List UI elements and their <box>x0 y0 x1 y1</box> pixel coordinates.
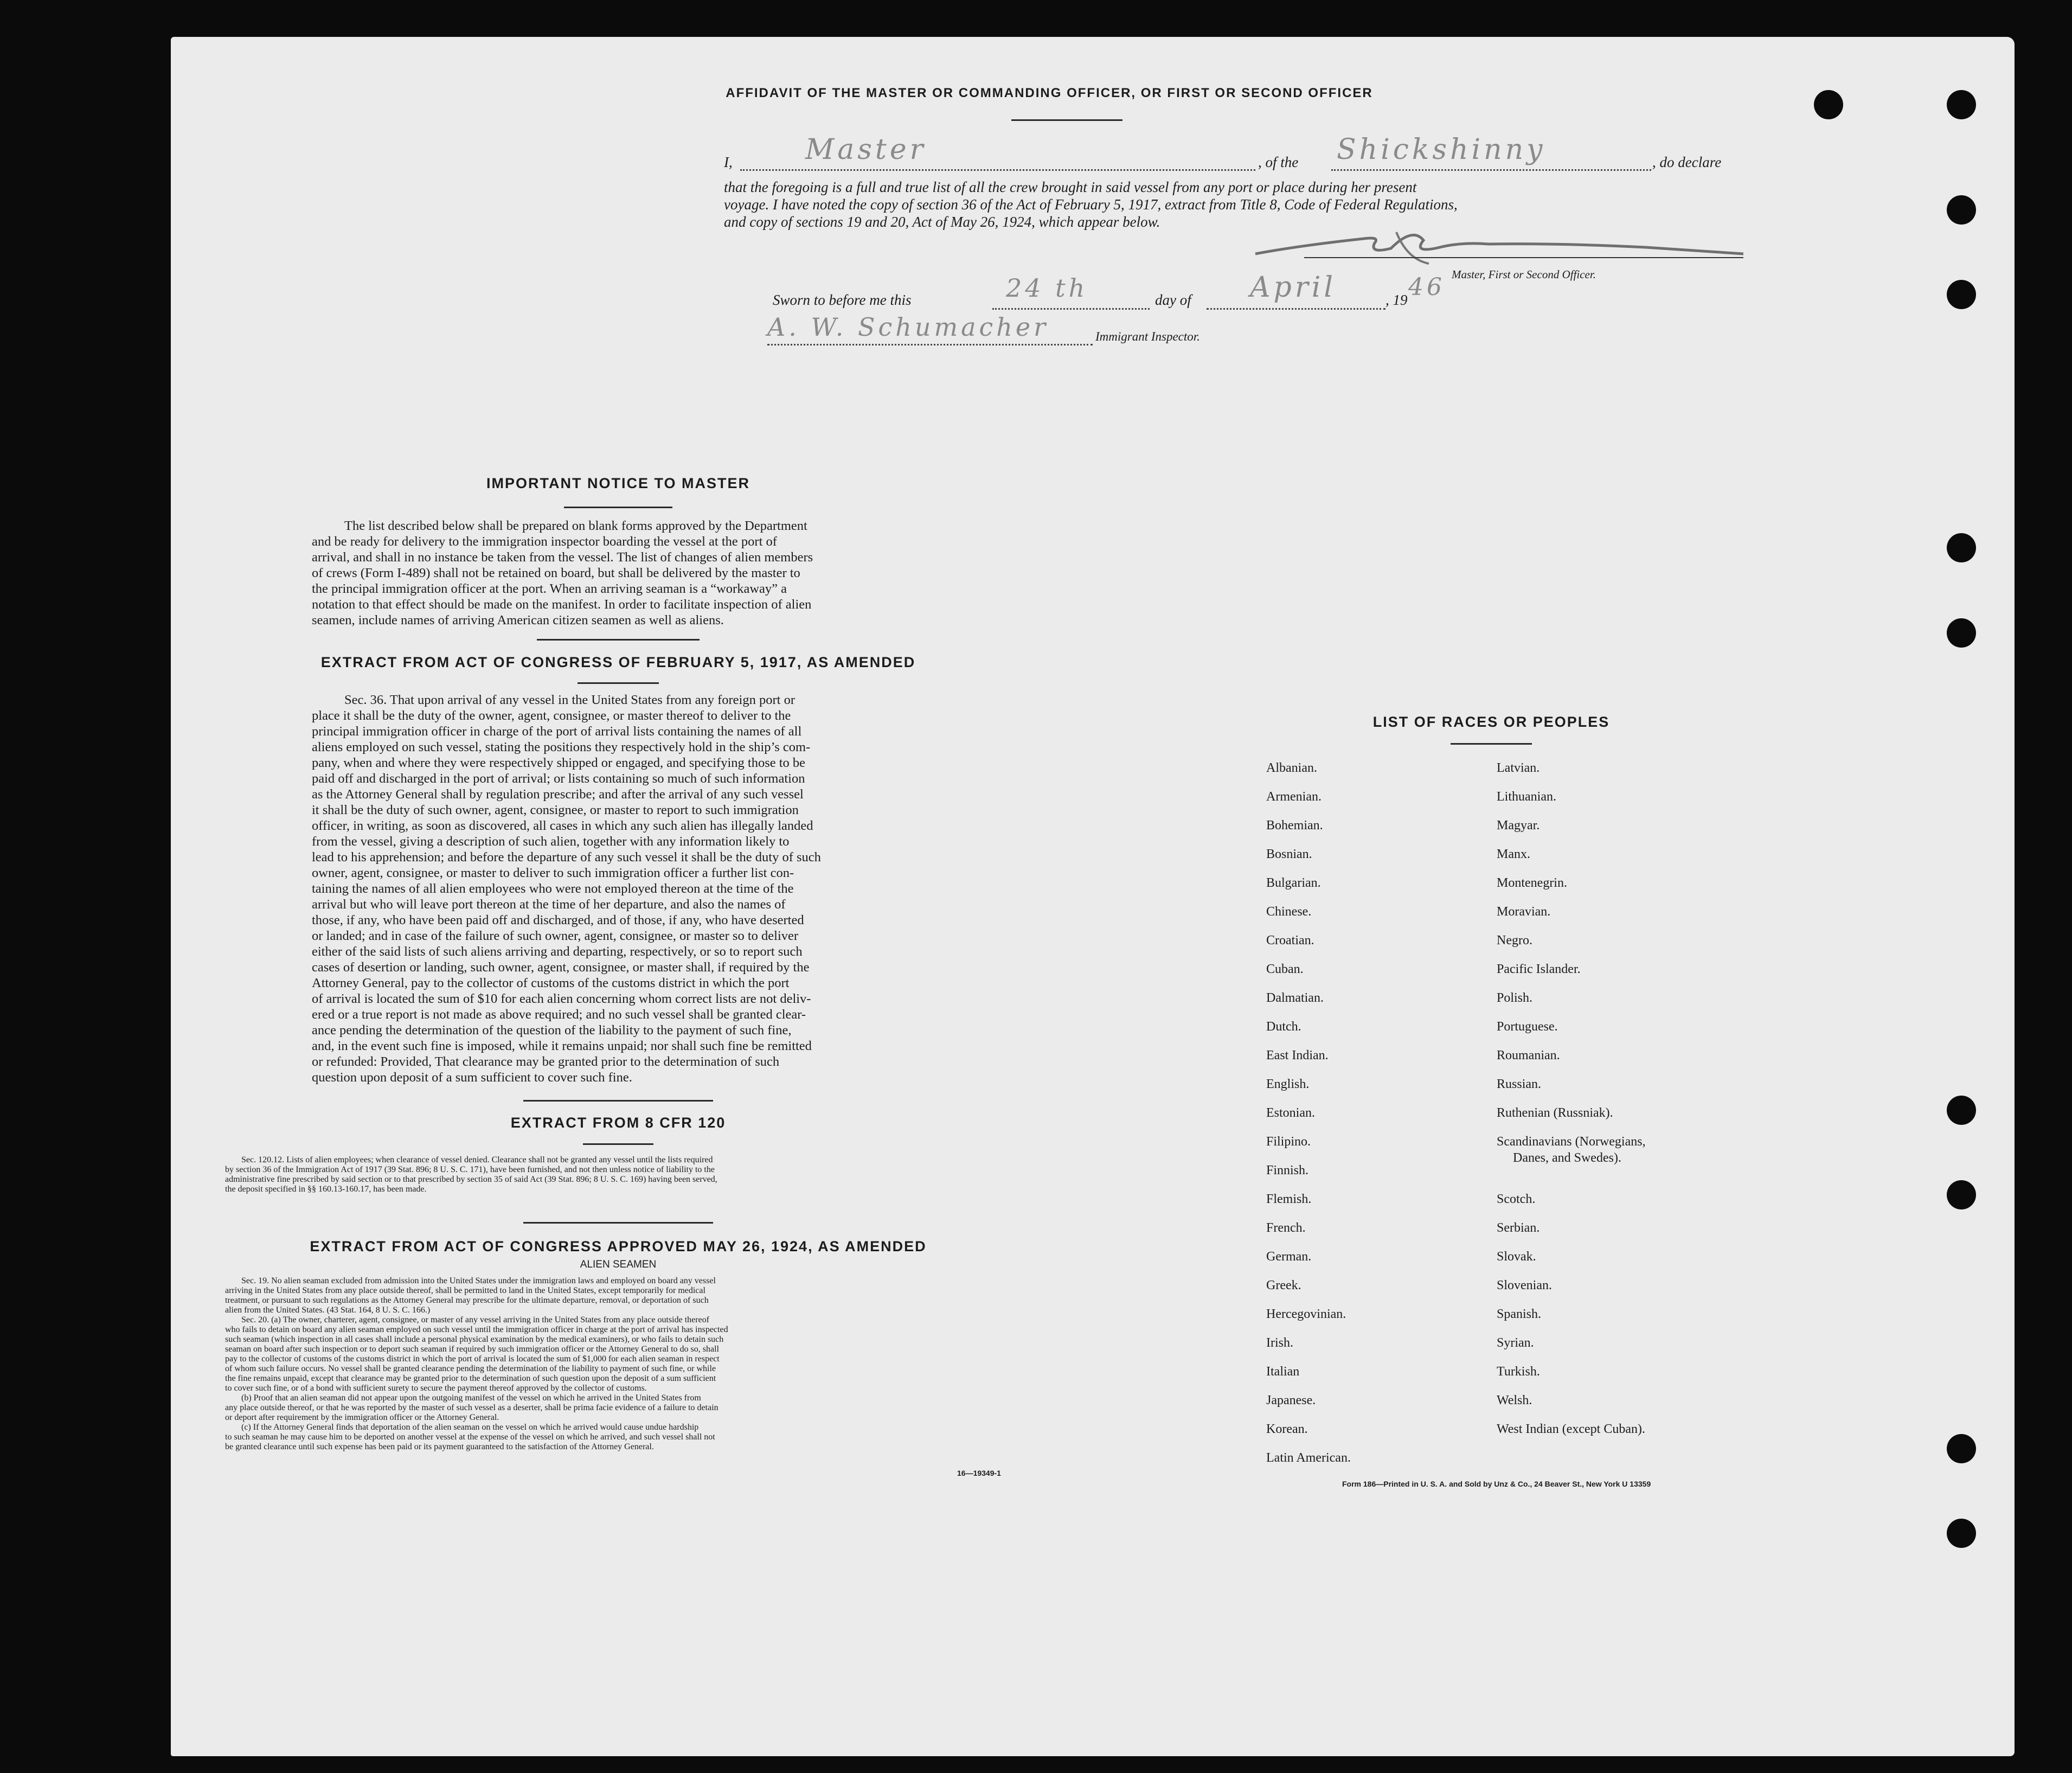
race-item: Dutch. <box>1266 1020 1301 1034</box>
race-item: Chinese. <box>1266 905 1312 919</box>
officer-handwritten: Master <box>805 133 927 166</box>
race-item: Irish. <box>1266 1336 1293 1350</box>
sec36-line: ered or a true report is not made as above required; and no such vessel shall be granted clear- <box>312 1007 806 1022</box>
day-blank <box>992 308 1150 310</box>
cfr-line: Sec. 120.12. Lists of alien employees; when clearance of vessel denied. Clearance shall not be granted any vessel until the lists required <box>241 1155 713 1164</box>
vessel-blank <box>1331 169 1651 171</box>
cfr-line: the deposit specified in §§ 160.13-160.17, has been made. <box>225 1185 427 1194</box>
extract-cfr-body <box>225 1155 1011 1194</box>
affidavit-title: AFFIDAVIT OF THE MASTER OR COMMANDING OFFICER, OR FIRST OR SECOND OFFICER <box>726 86 1373 100</box>
sec36-line: ance pending the determination of the question of the liability to the payment of such fine, <box>312 1023 792 1038</box>
notice-line: arrival, and shall in no instance be taken from the vessel. The list of changes of alien members <box>312 550 813 565</box>
race-item: Japanese. <box>1266 1393 1316 1407</box>
sec36-line: cases of desertion or landing, such owner, agent, consignee, or master shall, if required by the <box>312 960 810 975</box>
race-item: Syrian. <box>1497 1336 1534 1350</box>
race-item: Latvian. <box>1497 761 1540 775</box>
races-title: LIST OF RACES OR PEOPLES <box>1372 714 1610 730</box>
race-item: Latin American. <box>1266 1451 1351 1465</box>
sec36-line: arrival but who will leave port thereon at the time of her departure, and also the names of <box>312 897 786 912</box>
signer-caption: Master, First or Second Officer. <box>1452 268 1596 281</box>
race-item: Dalmatian. <box>1266 991 1324 1005</box>
sec20-line: the fine remains unpaid, except that clearance may be granted prior to the determination of such question upon the deposit of a sum sufficient <box>225 1374 716 1383</box>
notice-body <box>312 518 925 628</box>
punch-hole <box>1947 1180 1976 1209</box>
race-item: Finnish. <box>1266 1163 1309 1177</box>
race-item: Turkish. <box>1497 1365 1540 1379</box>
sec36-line: owner, agent, consignee, or master to deliver to such immigration officer a further list con- <box>312 866 794 880</box>
form-footer: Form 186—Printed in U. S. A. and Sold by Unz & Co., 24 Beaver St., New York U 13359 <box>1342 1480 1651 1488</box>
sec36-line: question upon deposit of a sum sufficient to cover such fine. <box>312 1070 632 1085</box>
race-item: Serbian. <box>1497 1221 1540 1235</box>
race-item: Albanian. <box>1266 761 1317 775</box>
sec19-line: treatment, or pursuant to such regulations as the Attorney General may prescribe for the ultimate departure, removal, or deportation of such <box>225 1296 709 1305</box>
notice-rule <box>564 507 672 508</box>
sec36-line: as the Attorney General shall by regulation prescribe; and after the arrival of any such vessel <box>312 787 804 802</box>
punch-hole <box>1947 90 1976 119</box>
race-item: Croatian. <box>1266 933 1314 948</box>
inspector-blank <box>767 344 1093 345</box>
race-item: Roumanian. <box>1497 1048 1560 1062</box>
sec36-line: those, if any, who have been paid off and discharged, and of those, if any, who have deserted <box>312 913 804 927</box>
extract-1924-subtitle: ALIEN SEAMEN <box>580 1259 657 1270</box>
race-item: Portuguese. <box>1497 1020 1558 1034</box>
extract-cfr-rule <box>583 1143 653 1145</box>
sworn-text: Sworn to before me this <box>773 292 912 308</box>
sec20-line: such seaman (which inspection in all cases shall include a personal physical examination by the medical examiners), or who fails to detain such <box>225 1335 724 1344</box>
sec36-line: place it shall be the duty of the owner, agent, consignee, or master thereof to deliver to the <box>312 708 791 723</box>
declaration-line-4: and copy of sections 19 and 20, Act of May 26, 1924, which appear below. <box>724 214 1160 230</box>
race-item: Hercegovinian. <box>1266 1307 1346 1321</box>
inspector-handwritten: A. W. Schumacher <box>767 312 1049 342</box>
year-prefix: , 19 <box>1385 292 1408 308</box>
race-item: French. <box>1266 1221 1306 1235</box>
race-item: Cuban. <box>1266 962 1304 976</box>
sec19-line: alien from the United States. (43 Stat. 164, 8 U. S. C. 166.) <box>225 1305 431 1315</box>
extract-1917-body <box>312 692 925 1085</box>
notice-line: The list described below shall be prepared on blank forms approved by the Department <box>344 519 807 533</box>
race-item: Magyar. <box>1497 818 1540 833</box>
race-item: West Indian (except Cuban). <box>1497 1422 1645 1436</box>
race-item: Negro. <box>1497 933 1532 948</box>
sec36-line: either of the said lists of such aliens arriving and departing, respectively, or so to report such <box>312 944 803 959</box>
notice-line: seamen, include names of arriving American citizen seamen as well as aliens. <box>312 613 724 628</box>
notice-line: and be ready for delivery to the immigration inspector boarding the vessel at the port of <box>312 534 777 549</box>
year-handwritten: 46 <box>1408 273 1445 301</box>
punch-hole <box>1947 618 1976 648</box>
sec20-line: who fails to detain on board any alien seaman employed on such vessel until the immigration officer in charge at the port of arrival has inspected <box>225 1325 728 1334</box>
declaration-lead: I, <box>724 154 733 170</box>
punch-hole <box>1947 533 1976 562</box>
race-item: German. <box>1266 1250 1312 1264</box>
race-item: Montenegrin. <box>1497 876 1567 890</box>
extract-1924-title: EXTRACT FROM ACT OF CONGRESS APPROVED MAY 26, 1924, AS AMENDED <box>310 1238 927 1254</box>
race-item: Spanish. <box>1497 1307 1542 1321</box>
sec20-line: (b) Proof that an alien seaman did not appear upon the outgoing manifest of the vessel on which he arrived in the United States from <box>241 1393 701 1403</box>
sec36-line: it shall be the duty of such owner, agent, consignee, or master to report to such immigration <box>312 803 799 817</box>
sec20-line: seaman on board after such inspection or to deport such seaman if required by such immigration officer or the Attorney General to do so, shall <box>225 1345 719 1354</box>
sworn-line <box>773 284 1478 317</box>
sec36-line: taining the names of all alien employees who were not employed thereon at the time of the <box>312 881 794 896</box>
punch-hole <box>1947 195 1976 225</box>
punch-hole <box>1947 1434 1976 1463</box>
inspector-caption: Immigrant Inspector. <box>1095 330 1200 343</box>
of-the-text: , of the <box>1258 154 1299 170</box>
race-item: Greek. <box>1266 1278 1301 1292</box>
sec20-line: Sec. 20. (a) The owner, charterer, agent, consignee, or master of any vessel arriving in the United States from any place outside thereof <box>241 1315 709 1324</box>
race-item: Welsh. <box>1497 1393 1532 1407</box>
signature-line <box>1304 257 1743 258</box>
extract-1924-body <box>225 1276 1011 1452</box>
race-item: Korean. <box>1266 1422 1308 1436</box>
race-item: Moravian. <box>1497 905 1551 919</box>
race-item: Scandinavians (Norwegians, <box>1497 1135 1646 1149</box>
day-handwritten: 24 th <box>1006 273 1088 303</box>
race-item: Slovak. <box>1497 1250 1536 1264</box>
race-item: Bohemian. <box>1266 818 1323 833</box>
sec20-line: of whom such failure occurs. No vessel shall be granted clearance pending the determination of the liability to payment of such fine, or while <box>225 1364 716 1373</box>
form-code: 16—19349-1 <box>957 1469 1001 1477</box>
declaration-line-3: voyage. I have noted the copy of section 36 of the Act of February 5, 1917, extract from Title 8, Code of Federal Regulations, <box>724 196 1458 213</box>
notice-line: of crews (Form I-489) shall not be retained on board, but shall be delivered by the master to <box>312 566 800 580</box>
race-item: Manx. <box>1497 847 1530 861</box>
officer-blank <box>740 169 1255 171</box>
races-rule <box>1451 743 1532 745</box>
race-item: Scotch. <box>1497 1192 1536 1206</box>
race-item: Pacific Islander. <box>1497 962 1581 976</box>
race-item: Armenian. <box>1266 790 1322 804</box>
sec36-line: Attorney General, pay to the collector of customs of the customs district in which the port <box>312 976 790 990</box>
sec20-line: any place outside thereof, or that he was reported by the master of such vessel as a deserter, shall be prima facie evidence of a failure to detain <box>225 1403 719 1412</box>
declaration-line-2: that the foregoing is a full and true list of all the crew brought in said vessel from any port or place during her present <box>724 179 1417 195</box>
race-item: Flemish. <box>1266 1192 1312 1206</box>
sec36-line: or landed; and in case of the failure of such owner, agent, consignee, or master so to deliver <box>312 929 799 943</box>
race-item: Lithuanian. <box>1497 790 1556 804</box>
sec20-line: to cover such fine, or of a bond with sufficient surety to secure the payment thereof approved by the collector of customs. <box>225 1384 647 1393</box>
sec36-line: of arrival is located the sum of $10 for each alien concerning whom correct lists are not deliv- <box>312 991 811 1006</box>
extract-1917-rule <box>578 682 659 684</box>
sec20-line: be granted clearance until such expense has been paid or its payment guaranteed to the satisfaction of the Attorney General. <box>225 1442 654 1451</box>
punch-hole <box>1814 90 1843 119</box>
punch-hole <box>1947 280 1976 309</box>
notice-end-rule <box>537 639 700 641</box>
cfr-line: administrative fine prescribed by said section or to that prescribed by section 35 of said Act (39 Stat. 896; 8 U. S. C. 169) having been served, <box>225 1175 717 1184</box>
title-rule <box>1011 119 1122 121</box>
race-item: Estonian. <box>1266 1106 1315 1120</box>
sec36-line: aliens employed on such vessel, stating the positions they respectively hold in the ship’s com- <box>312 740 811 754</box>
sec36-line: or refunded: Provided, That clearance may be granted prior to the determination of such <box>312 1054 780 1069</box>
sec20-line: to such seaman he may cause him to be deported on another vessel at the expense of the vessel on which he arrived, and such vessel shall not <box>225 1432 715 1442</box>
month-handwritten: April <box>1250 271 1336 304</box>
month-blank <box>1207 308 1385 310</box>
punch-hole <box>1947 1096 1976 1125</box>
race-item: East Indian. <box>1266 1048 1329 1062</box>
race-item: Slovenian. <box>1497 1278 1552 1292</box>
punch-hole <box>1947 1519 1976 1548</box>
sec19-line: Sec. 19. No alien seaman excluded from admission into the United States under the immigration laws and employed on board any vessel <box>241 1276 716 1285</box>
day-of-text: day of <box>1155 292 1191 308</box>
notice-line: the principal immigration officer at the port. When an arriving seaman is a “workaway” a <box>312 581 787 596</box>
extract-1917-end-rule <box>523 1100 713 1102</box>
sec20-line: (c) If the Attorney General finds that deportation of the alien seaman on the vessel on which he arrived would cause undue hardship <box>241 1423 699 1432</box>
sec36-line: Sec. 36. That upon arrival of any vessel in the United States from any foreign port or <box>344 693 795 707</box>
race-item: Bosnian. <box>1266 847 1312 861</box>
sec36-line: from the vessel, giving a description of such alien, together with any information likely to <box>312 834 790 849</box>
race-item: Polish. <box>1497 991 1533 1005</box>
extract-1917-title: EXTRACT FROM ACT OF CONGRESS OF FEBRUARY 5, 1917, AS AMENDED <box>320 654 916 670</box>
sec36-line: principal immigration officer in charge of the port of arrival lists containing the names of all <box>312 724 802 739</box>
notice-title: IMPORTANT NOTICE TO MASTER <box>486 475 750 491</box>
extract-cfr-end-rule <box>523 1222 713 1224</box>
race-item: Filipino. <box>1266 1135 1311 1149</box>
vessel-handwritten: Shickshinny <box>1337 133 1546 166</box>
do-declare-text: , do declare <box>1652 154 1722 170</box>
sec36-line: officer, in writing, as soon as discovered, all cases in which any such alien has illegally landed <box>312 818 813 833</box>
race-item: Bulgarian. <box>1266 876 1321 890</box>
extract-cfr-title: EXTRACT FROM 8 CFR 120 <box>510 1115 726 1131</box>
master-signature <box>1234 216 1743 276</box>
race-item: Ruthenian (Russniak). <box>1497 1106 1613 1120</box>
sec36-line: pany, when and where they were respectively shipped or engaged, and specifying those to be <box>312 756 806 770</box>
document-page <box>171 37 2015 1756</box>
sec36-line: lead to his apprehension; and before the departure of any such vessel it shall be the duty of such <box>312 850 821 865</box>
sec36-line: and, in the event such fine is imposed, while it remains unpaid; nor shall such fine be remitted <box>312 1039 812 1053</box>
sec19-line: arriving in the United States from any place outside thereof, shall be permitted to land in the United States, except temporarily for medical <box>225 1286 705 1295</box>
sec36-line: paid off and discharged in the port of arrival; or lists containing so much of such information <box>312 771 805 786</box>
notice-line: notation to that effect should be made on the manifest. In order to facilitate inspection of alien <box>312 597 812 612</box>
cfr-line: by section 36 of the Immigration Act of 1917 (39 Stat. 896; 8 U. S. C. 171), have been furnished, and not then unless notice of liability to the <box>225 1165 715 1174</box>
race-item: Danes, and Swedes). <box>1513 1151 1621 1165</box>
race-item: English. <box>1266 1077 1310 1091</box>
race-item: Russian. <box>1497 1077 1542 1091</box>
sec20-line: pay to the collector of customs of the customs district in which the port of arrival is located the sum of $1,000 for each alien seaman in respect <box>225 1354 720 1364</box>
sec20-line: or deport after requirement by the immigration officer or the Attorney General. <box>225 1413 499 1422</box>
race-item: Italian <box>1266 1365 1300 1379</box>
